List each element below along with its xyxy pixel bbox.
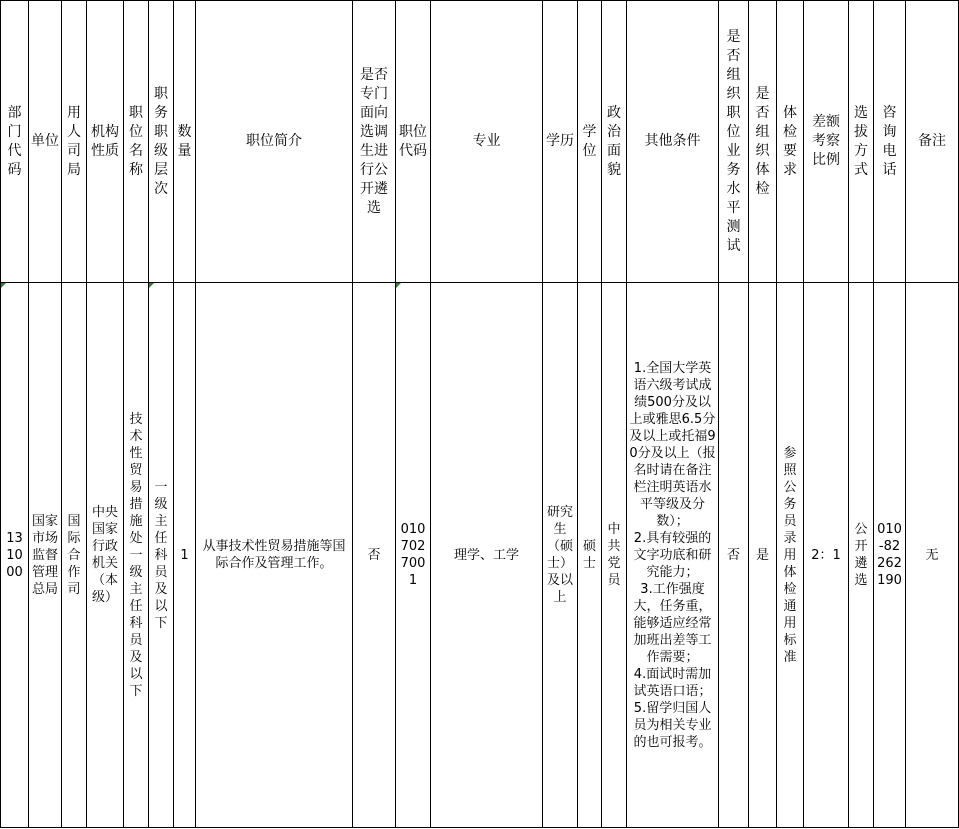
cell-political-status: 中共党员 <box>602 283 627 828</box>
header-position-intro: 职位简介 <box>196 1 353 283</box>
header-phone: 咨询电话 <box>874 1 906 283</box>
header-physical-exam: 是否组织体检 <box>749 1 777 283</box>
cell-physical-exam: 是 <box>749 283 777 828</box>
header-row <box>1 1 959 283</box>
header-assessment-ratio: 差额考察比例 <box>804 1 849 283</box>
cell-org-nature: 中央国家行政机关（本级） <box>87 283 124 828</box>
header-selection-method: 选拔方式 <box>849 1 874 283</box>
header-education: 学历 <box>543 1 578 283</box>
cell-position-intro: 从事技术性贸易措施等国际合作及管理工作。 <box>196 283 353 828</box>
cell-degree: 硕士 <box>578 283 602 828</box>
header-other-conditions: 其他条件 <box>627 1 719 283</box>
cell-position-level: 一级主任科员及以下 <box>149 283 174 828</box>
header-bureau: 用人司局 <box>62 1 87 283</box>
cell-phone: 010-82262190 <box>874 283 906 828</box>
cell-position-name: 技术性贸易措施处一级主任科员及以下 <box>124 283 149 828</box>
cell-major: 理学、工学 <box>431 283 543 828</box>
cell-other-conditions: 1.全国大学英语六级考试成绩500分及以上或雅思6.5分及以上或托福90分及以上（报名时请在备注栏注明英语水平等级及分数）； 2.具有较强的文字功底和研究能力； 3.工作强度大，任务重，能够适应经常加班出差等工作需要； 4.面试时需加试英语口语； 5.留学归国人员为相关专业的也可报考。 <box>627 283 719 828</box>
header-unit: 单位 <box>29 1 62 283</box>
header-org-nature: 机构性质 <box>87 1 124 283</box>
cell-education: 研究生（硕士）及以上 <box>543 283 578 828</box>
header-quantity: 数量 <box>174 1 196 283</box>
header-skill-test: 是否组织职位业务水平测试 <box>719 1 749 283</box>
header-major: 专业 <box>431 1 543 283</box>
cell-unit: 国家市场监督管理总局 <box>29 283 62 828</box>
header-position-name: 职位名称 <box>124 1 149 283</box>
header-political-status: 政治面貌 <box>602 1 627 283</box>
table-row <box>1 283 959 828</box>
header-remarks: 备注 <box>906 1 959 283</box>
cell-assessment-ratio: 2：1 <box>804 283 849 828</box>
cell-selection-method: 公开遴选 <box>849 283 874 828</box>
cell-bureau: 国际合作司 <box>62 283 87 828</box>
cell-physical-standard: 参照公务员录用体检通用标准 <box>777 283 804 828</box>
cell-dept-code: 131000 <box>1 283 29 828</box>
cell-skill-test: 否 <box>719 283 749 828</box>
cell-remarks: 无 <box>906 283 959 828</box>
cell-quantity: 1 <box>174 283 196 828</box>
header-position-code: 职位代码 <box>396 1 431 283</box>
header-physical-standard: 体检要求 <box>777 1 804 283</box>
cell-targeted-transfer: 否 <box>353 283 396 828</box>
header-dept-code: 部门代码 <box>1 1 29 283</box>
header-degree: 学位 <box>578 1 602 283</box>
cell-position-code: 010702700 1 <box>396 283 431 828</box>
header-position-level: 职务职级层次 <box>149 1 174 283</box>
header-targeted-transfer: 是否专门面向选调生进行公开遴选 <box>353 1 396 283</box>
